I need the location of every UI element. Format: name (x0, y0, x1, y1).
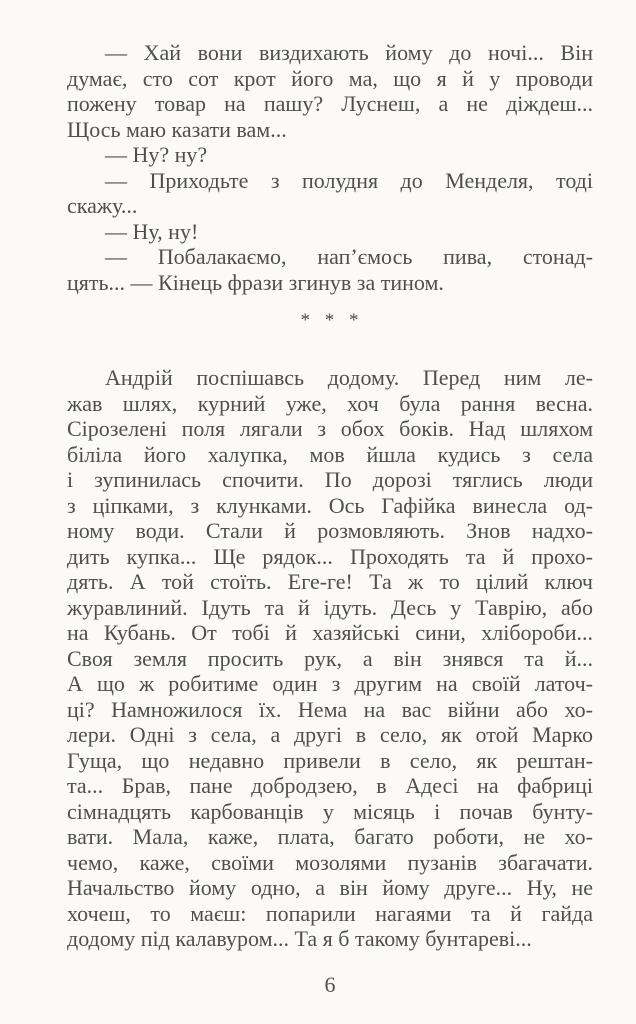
text-line: цять... — Кінець фрази згинув за тином. (67, 269, 444, 295)
text-line: — Ну, ну! (105, 218, 199, 244)
text-line: Сірозелені поля лягали з обох боків. Над шляхом (67, 416, 593, 441)
text-line: і зупинилась спочити. По дорозі тяглись люди (67, 467, 593, 492)
text-line: з ціпками, з клунками. Ось Гафійка винесла од- (67, 492, 593, 518)
text-line: — Хай вони виздихають йому до ночі... Він (105, 40, 593, 65)
text-line: хочеш, то маєш: попарили нагаями та й гайда (67, 900, 593, 926)
text-line: Своя земля просить рук, а він знявся та й... (67, 645, 593, 671)
paragraph (67, 40, 593, 142)
section-separator: * * * (300, 310, 360, 331)
text-line: додому під калавуром... Та я б такому бунтареві... (67, 926, 532, 951)
paragraph (67, 142, 593, 168)
text-line: — Побалакаємо, нап’ємось пива, стонад- (105, 244, 593, 269)
text-line: чемо, каже, своїми мозолями пузанів збагачати. (67, 849, 593, 875)
text-line: на Кубань. От тобі й хазяйські сини, хлібороби... (67, 620, 593, 645)
paragraph (67, 365, 593, 952)
text-line: Андрій поспішавсь додому. Перед ним ле- (105, 365, 593, 390)
text-line: скажу... (67, 193, 138, 218)
text-line: дить купка... Ще рядок... Проходять та й прохо- (67, 543, 593, 569)
text-line: лери. Одні з села, а другі в село, як отой Марко (67, 722, 593, 747)
text-line: вати. Мала, каже, плата, багато роботи, не хо- (67, 824, 593, 849)
text-line: жав шлях, курний уже, хоч була рання весна. (67, 390, 593, 416)
paragraph (67, 168, 593, 219)
text-line: біліла його халупка, мов йшла кудись з села (67, 441, 593, 467)
text-content (67, 40, 593, 952)
text-line: — Ну? ну? (105, 142, 208, 167)
text-line: Гуща, що недавно привели в село, як рештан- (67, 747, 593, 773)
paragraph (67, 219, 593, 245)
text-line: пожену товар на пашу? Луснеш, а не діждеш... (67, 91, 593, 116)
text-line: журавлиний. Ідуть та й ідуть. Десь у Таврію, або (67, 594, 593, 620)
page-number: 6 (324, 972, 336, 997)
text-line: ному води. Стали й розмовляють. Знов надхо- (67, 518, 593, 543)
text-line: А що ж робитиме один з другим на своїй латоч- (67, 671, 593, 696)
paragraph (67, 244, 593, 295)
text-line: дять. А той стоїть. Еге-ге! Та ж то цілий ключ (67, 569, 593, 594)
text-line: думає, сто сот крот його ма, що я й у проводи (67, 65, 593, 91)
text-line: та... Брав, пане добродзею, в Адесі на фабриці (67, 773, 593, 798)
text-line: — Приходьте з полудня до Менделя, тоді (105, 167, 593, 193)
text-line: ці? Намножилося їх. Нема на вас війни або хо- (67, 696, 593, 722)
text-line: Начальство йому одно, а він йому друге... Ну, не (67, 875, 593, 900)
text-line: сімнадцять карбованців у місяць і почав бунту- (67, 798, 593, 824)
text-line: Щось маю казати вам... (67, 116, 287, 142)
